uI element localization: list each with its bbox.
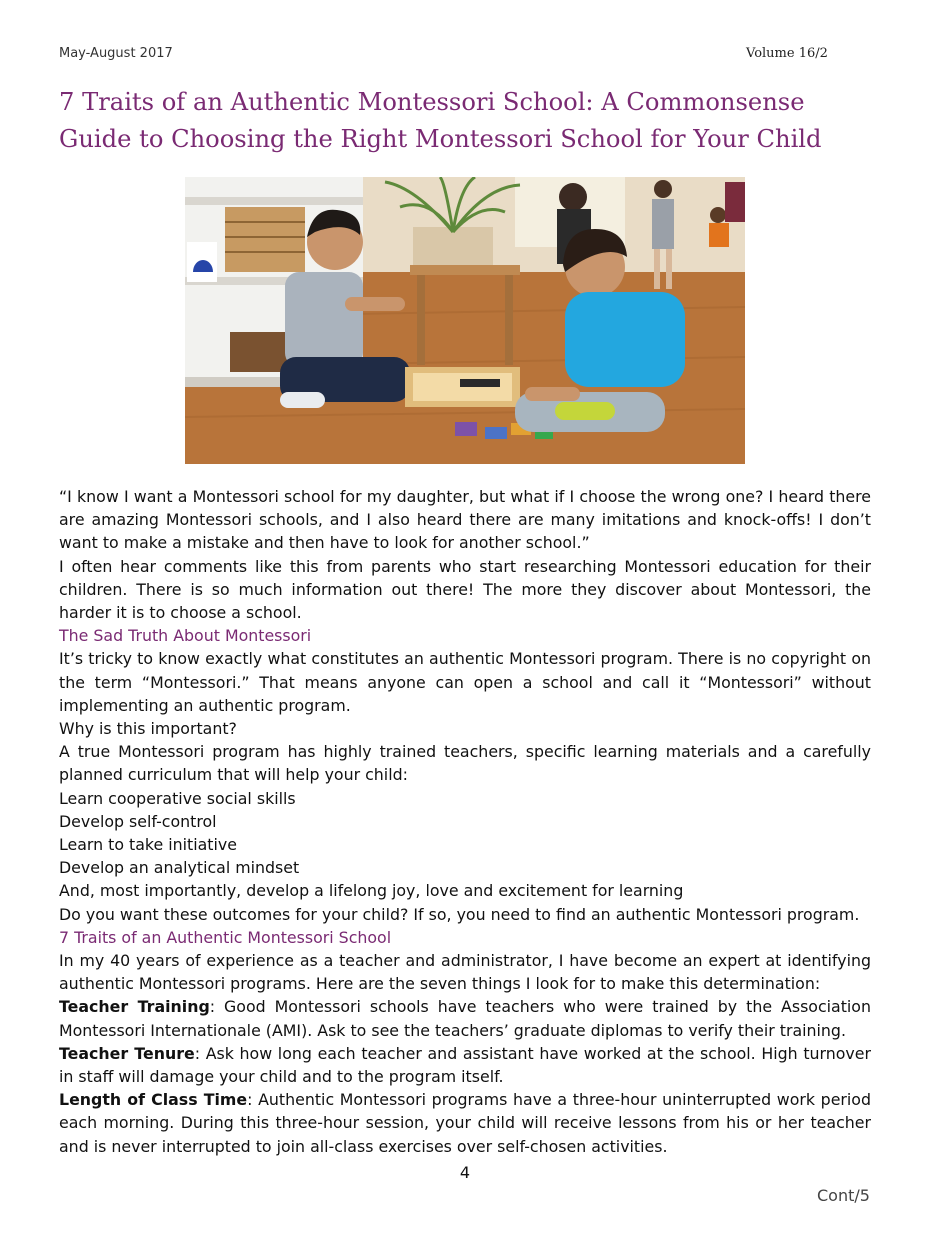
intro-quote: “I know I want a Montessori school for my daughter, but what if I choose the wrong one? I heard there are amazing Montessori schools, and I also heard there are many imitations and knock-offs! I don’t want to make a mistake and then have to look for another school.” xyxy=(59,487,871,553)
intro-paragraph: I often hear comments like this from parents who start researching Montessori education for their children. There is so much information out there! The more they discover about Montessori, the harder it is to choose a school. xyxy=(59,556,871,623)
issue-date: May-August 2017 xyxy=(59,46,173,61)
sad-truth-paragraph: It’s tricky to know exactly what constitutes an authentic Montessori program. There is no copyright on the term “Montessori.” That means anyone can open a school and call it “Montessori” without implementing an authentic program. xyxy=(59,649,871,715)
continued-label: Cont/5 xyxy=(817,1186,870,1205)
section-heading-sad-truth: The Sad Truth About Montessori xyxy=(59,626,312,646)
list-item: And, most importantly, develop a lifelong joy, love and excitement for learning xyxy=(59,881,684,901)
page-number: 4 xyxy=(459,1163,471,1182)
classroom-photo xyxy=(185,177,745,464)
trait-text: : Good Montessori schools have teachers who were trained by the Association Montessori Internationale (AMI). Ask to see the teachers’ graduate diplomas to verify their training. xyxy=(59,997,871,1040)
list-item: Learn to take initiative xyxy=(59,835,237,855)
list-item: Learn cooperative social skills xyxy=(59,788,296,808)
article-body xyxy=(59,485,871,1158)
why-important-line: Why is this important? xyxy=(59,719,237,739)
trait-text: : Ask how long each teacher and assistant have worked at the school. High turnover in staff will damage your child and to the program itself. xyxy=(59,1043,871,1087)
trait-label: Length of Class Time xyxy=(59,1090,248,1110)
trait-teacher-tenure xyxy=(59,1042,871,1088)
section-heading-seven-traits: 7 Traits of an Authentic Montessori School xyxy=(59,927,392,947)
list-item: Develop self-control xyxy=(59,811,217,831)
trait-label: Teacher Tenure xyxy=(59,1043,195,1063)
true-program-paragraph: A true Montessori program has highly trained teachers, specific learning materials and a carefully planned curriculum that will help your child: xyxy=(59,742,871,785)
trait-text: : Authentic Montessori programs have a three-hour uninterrupted work period each morning. During this three-hour session, your child will receive lessons from his or her teacher and is never interrupted to join all-class exercises over self-chosen activities. xyxy=(59,1090,871,1156)
trait-class-time xyxy=(59,1088,871,1158)
seven-traits-intro: In my 40 years of experience as a teacher and administrator, I have become an expert at identifying authentic Montessori programs. Here are the seven things I look for to make this determination: xyxy=(59,951,871,994)
article-title: 7 Traits of an Authentic Montessori School: A Commonsense Guide to Choosing the Right Montessori School for Your Child xyxy=(59,88,822,153)
outcomes-line: Do you want these outcomes for your child? If so, you need to find an authentic Montessori program. xyxy=(59,904,860,924)
volume-number: Volume 16/2 xyxy=(746,46,828,61)
list-item: Develop an analytical mindset xyxy=(59,858,300,878)
trait-label: Teacher Training xyxy=(59,997,210,1017)
trait-teacher-training xyxy=(59,995,871,1041)
